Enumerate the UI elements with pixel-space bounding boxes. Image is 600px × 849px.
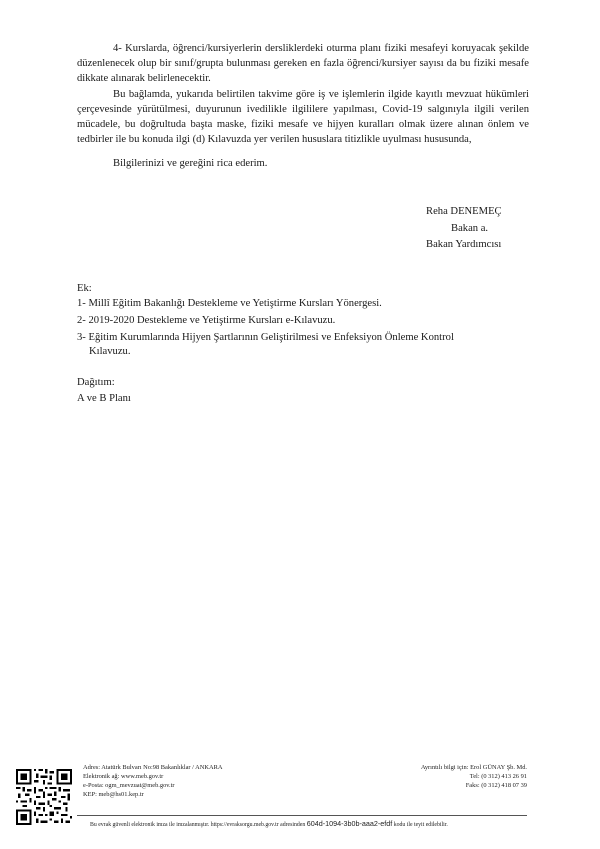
footer-divider: [77, 815, 527, 816]
footer-address: Adres: Atatürk Bulvarı No:98 Bakanlıklar / ANKARA: [83, 764, 223, 771]
paragraph-context: Bu bağlamda, yukarıda belirtilen takvime göre iş ve işlemlerin ilgide kayıtlı mevzuat hükümleri çerçevesinde yürütülmesi, duyurunun ivedilikle ilgililere yapılması, Covid-19 salgınıyla ilgili verilen mücadele, bu doğrultuda başta maske, fiziki mesafe ve hijyen kuralları olmak üzere alınan önlem ve tedbirler ile bu konuda ilgi (d) Kılavuzda yer verilen hususlara titizlikle uyulması hususunda,: [77, 89, 529, 145]
footer-contact-person: Ayrıntılı bilgi için: Erol GÜNAY Şb. Md.: [420, 764, 527, 771]
footer-fax: Faks: (0 312) 418 07 39: [465, 782, 527, 789]
attachment-item: 1- Millî Eğitim Bakanlığı Destekleme ve Yetiştirme Kursları Yönergesi.: [77, 298, 382, 309]
paragraph-item-4: 4- Kurslarda, öğrenci/kursiyerlerin dersliklerdeki oturma planı fiziki mesafeyi koruyacak şekilde düzenlenecek olup bir sınıf/grupta bulunması gereken en fazla öğrenci/kursiyer sayısı da bu fiziki mesafe dikkate alınarak belirlenecektir.: [77, 43, 529, 84]
paragraph-closing: Bilgilerinizi ve gereğini rica ederim.: [113, 158, 268, 169]
attachment-item: 2- 2019-2020 Destekleme ve Yetiştirme Kursları e-Kılavuzu.: [77, 315, 336, 326]
signer-authority: Bakan a.: [451, 223, 489, 234]
attachment-item: 3- Eğitim Kurumlarında Hijyen Şartlarının Geliştirilmesi ve Enfeksiyon Önleme Kontrol: [77, 332, 454, 343]
qr-code-icon: [16, 769, 72, 825]
footer-kep: KEP: meb@hs01.kep.tr: [83, 791, 144, 798]
verification-code: 604d-1094-3b0b-aaa2-efdf: [306, 819, 393, 828]
footer-website: Elektronik ağ: www.meb.gov.tr: [83, 773, 164, 780]
verification-prefix: Bu evrak güvenli elektronik imza ile imzalanmıştır. https://evraksorgu.meb.gov.tr adresinden: [90, 822, 306, 828]
verification-note: [90, 820, 448, 829]
signer-title: Bakan Yardımcısı: [426, 239, 502, 250]
distribution-heading: Dağıtım:: [77, 377, 115, 388]
attachments-heading: Ek:: [77, 283, 92, 294]
footer-email: e-Posta: ogm_mevzuat@meb.gov.tr: [83, 782, 175, 789]
attachment-item-continuation: Kılavuzu.: [89, 346, 131, 357]
distribution-value: A ve B Planı: [77, 393, 131, 404]
signer-name: Reha DENEMEÇ: [426, 206, 502, 217]
verification-suffix: kodu ile teyit edilebilir.: [393, 822, 448, 828]
footer-phone: Tel: (0 312) 413 26 91: [469, 773, 527, 780]
